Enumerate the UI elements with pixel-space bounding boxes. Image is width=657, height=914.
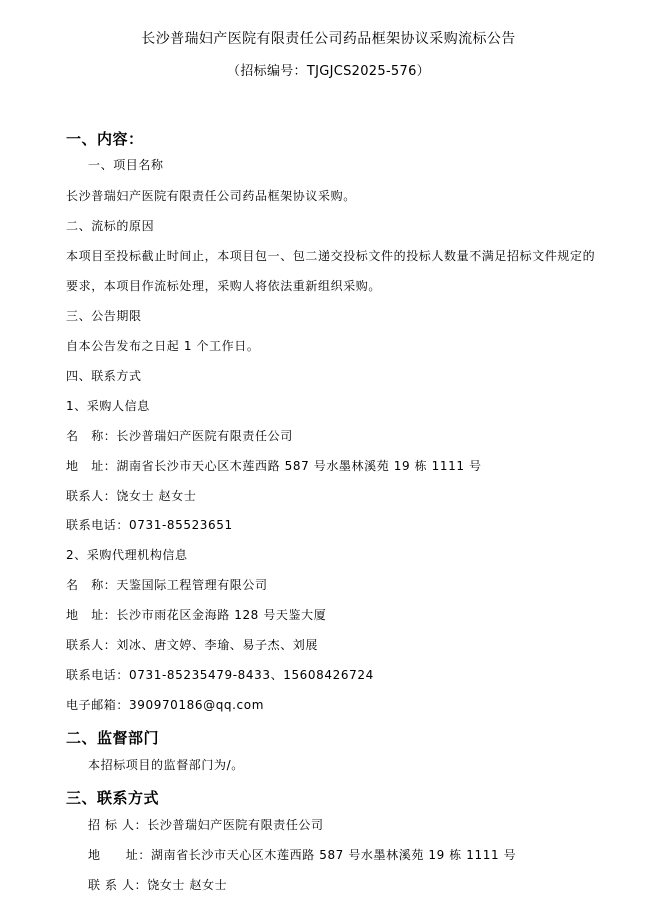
tenderer-contact: 联 系 人：饶女士 赵女士	[88, 878, 228, 892]
tenderer-address: 地 址：湖南省长沙市天心区木莲西路 587 号水墨林溪苑 19 栋 1111 号	[88, 848, 517, 862]
item-contact-title: 四、联系方式	[66, 369, 142, 383]
item-notice-period-body: 自本公告发布之日起 1 个工作日。	[66, 339, 260, 353]
purchaser-info-title: 1、采购人信息	[66, 399, 150, 413]
item-project-name-body: 长沙普瑞妇产医院有限责任公司药品框架协议采购。	[66, 189, 356, 203]
agent-email[interactable]: 电子邮箱：390970186@qq.com	[66, 698, 264, 712]
agent-name: 名 称：天鉴国际工程管理有限公司	[66, 578, 268, 592]
section-heading-supervision: 二、监督部门	[66, 729, 160, 747]
agent-contact: 联系人：刘冰、唐文婷、李瑜、易子杰、刘展	[66, 638, 319, 652]
item-project-name-title: 一、项目名称	[88, 158, 164, 172]
purchaser-address: 地 址：湖南省长沙市天心区木莲西路 587 号水墨林溪苑 19 栋 1111 号	[66, 459, 482, 473]
supervision-body: 本招标项目的监督部门为/。	[88, 758, 244, 772]
tender-number: （招标编号：TJGJCS2025-576）	[227, 64, 430, 79]
tenderer-name: 招 标 人：长沙普瑞妇产医院有限责任公司	[88, 818, 324, 832]
section-heading-content: 一、内容：	[66, 130, 144, 148]
document-title: 长沙普瑞妇产医院有限责任公司药品框架协议采购流标公告	[141, 31, 516, 47]
agent-info-title: 2、采购代理机构信息	[66, 548, 188, 562]
purchaser-name: 名 称：长沙普瑞妇产医院有限责任公司	[66, 429, 293, 443]
agent-address: 地 址：长沙市雨花区金海路 128 号天鉴大厦	[66, 608, 327, 622]
agent-phone: 联系电话：0731-85235479-8433、15608426724	[66, 668, 374, 682]
section-heading-contact: 三、联系方式	[66, 789, 160, 807]
item-failure-reason-title: 二、流标的原因	[66, 219, 155, 233]
item-notice-period-title: 三、公告期限	[66, 309, 142, 323]
purchaser-contact: 联系人：饶女士 赵女士	[66, 489, 197, 503]
purchaser-phone: 联系电话：0731-85523651	[66, 518, 233, 532]
item-failure-reason-body: 本项目至投标截止时间止，本项目包一、包二递交投标文件的投标人数量不满足招标文件规定的要求，本项目作流标处理，采购人将依法重新组织采购。	[66, 249, 596, 293]
